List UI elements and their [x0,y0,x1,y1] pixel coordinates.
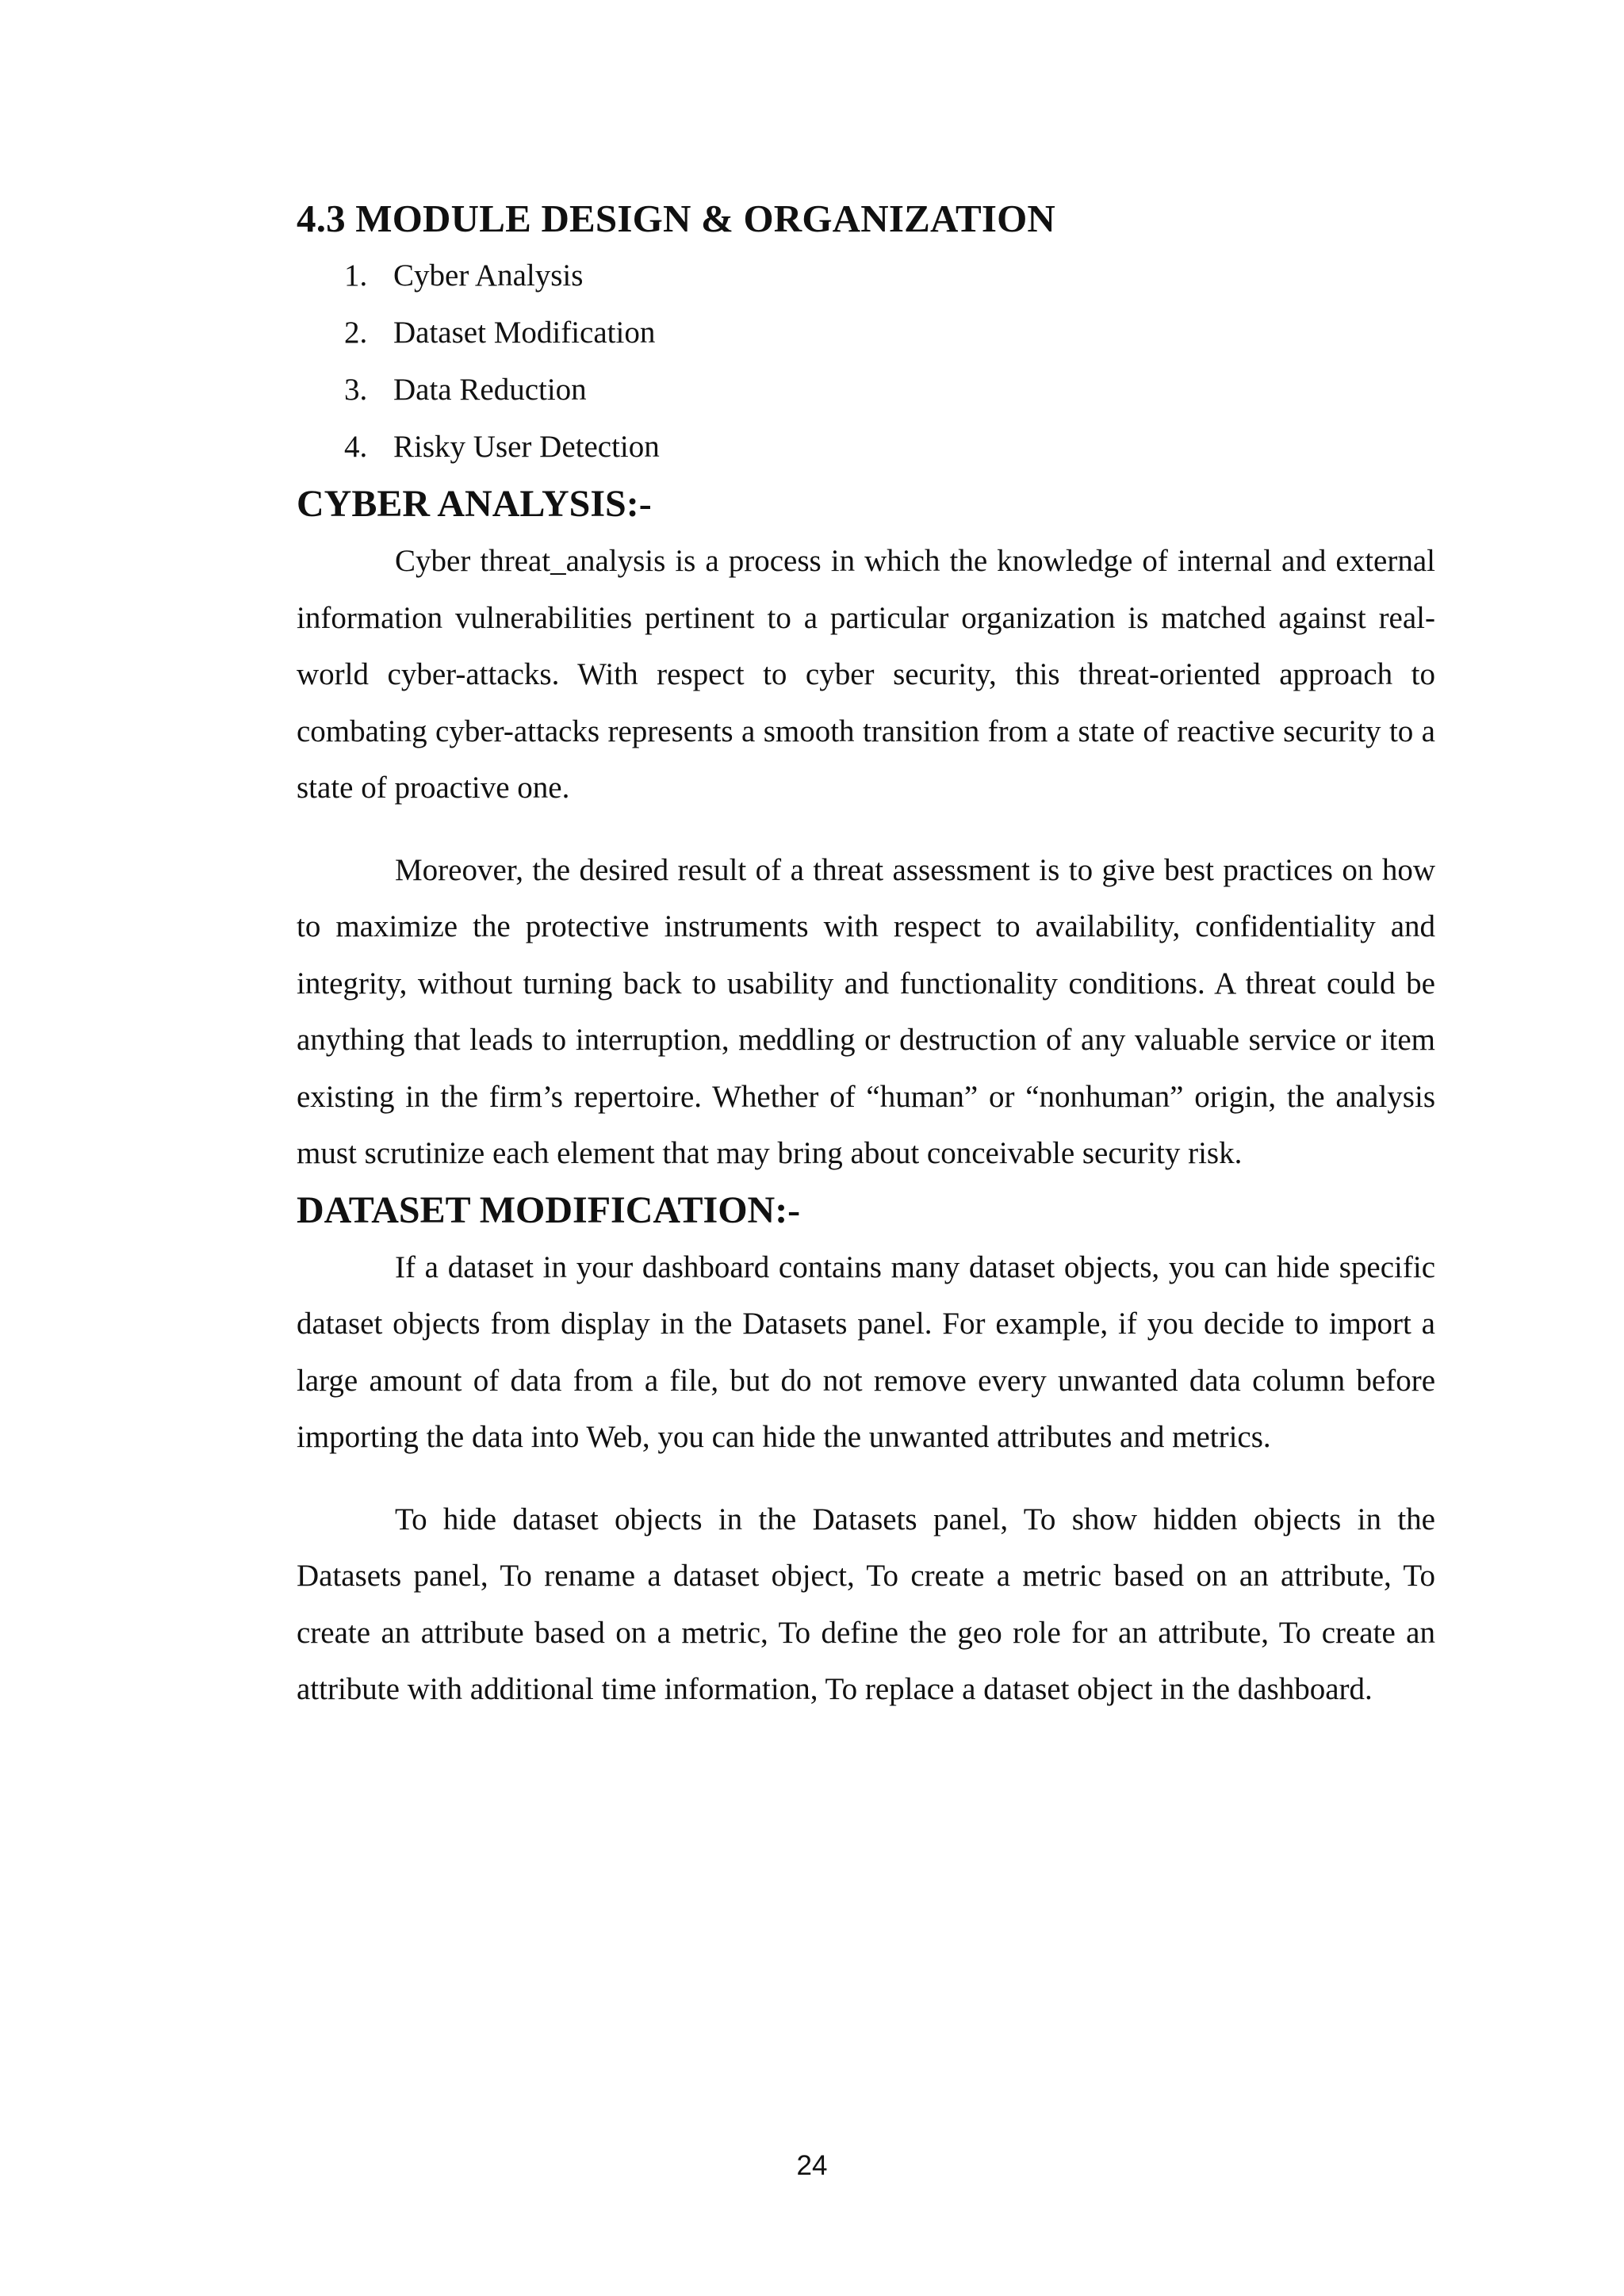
module-label: Data Reduction [393,373,587,407]
module-number: 1. [344,258,368,293]
page-content [297,190,1435,1718]
cyber-analysis-heading: CYBER ANALYSIS:- [297,483,652,525]
dataset-modification-heading: DATASET MODIFICATION:- [297,1188,801,1231]
module-list-item [344,247,1435,304]
module-list-item [344,362,1435,419]
cyber-analysis-paragraph-2: Moreover, the desired result of a threat assessment is to give best practices on how to maximize the protective instruments with respect to availability, confidentiality and integrity, without turning back to usability and functionality conditions. A threat could be anything that leads to interruption, meddling or destruction of any valuable service or item existing in the firm’s repertoire. Whether of “human” or “nonhuman” origin, the analysis must scrutinize each element that may bring about conceivable security risk. [297,852,1435,1170]
module-list [344,247,1435,476]
dataset-modification-paragraph-1: If a dataset in your dashboard contains many dataset objects, you can hide specific dataset objects from display in the Datasets panel. For example, if you decide to import a large amount of data from a file, but do not remove every unwanted data column before importing the data into Web, you can hide the unwanted attributes and metrics. [297,1249,1435,1454]
page-number: 24 [796,2150,828,2181]
dataset-modification-paragraph-2: To hide dataset objects in the Datasets panel, To show hidden objects in the Datasets panel, To rename a dataset object, To create a metric based on an attribute, To create an attribute based on a metric, To define the geo role for an attribute, To create an attribute with additional time information, To replace a dataset object in the dashboard. [297,1502,1435,1706]
module-number: 4. [344,430,368,464]
module-label: Dataset Modification [393,316,656,350]
module-list-item [344,419,1435,476]
module-number: 3. [344,373,368,407]
module-list-item [344,304,1435,362]
section-title: 4.3 MODULE DESIGN & ORGANIZATION [297,197,1055,240]
module-number: 2. [344,316,368,350]
module-label: Cyber Analysis [393,258,584,293]
module-label: Risky User Detection [393,430,660,464]
cyber-analysis-paragraph-1: Cyber threat_analysis is a process in which the knowledge of internal and external information vulnerabilities pertinent to a particular organization is matched against real-world cyber-attacks. With respect to cyber security, this threat-oriented approach to combating cyber-attacks represents a smooth transition from a state of reactive security to a state of proactive one. [297,544,1435,805]
